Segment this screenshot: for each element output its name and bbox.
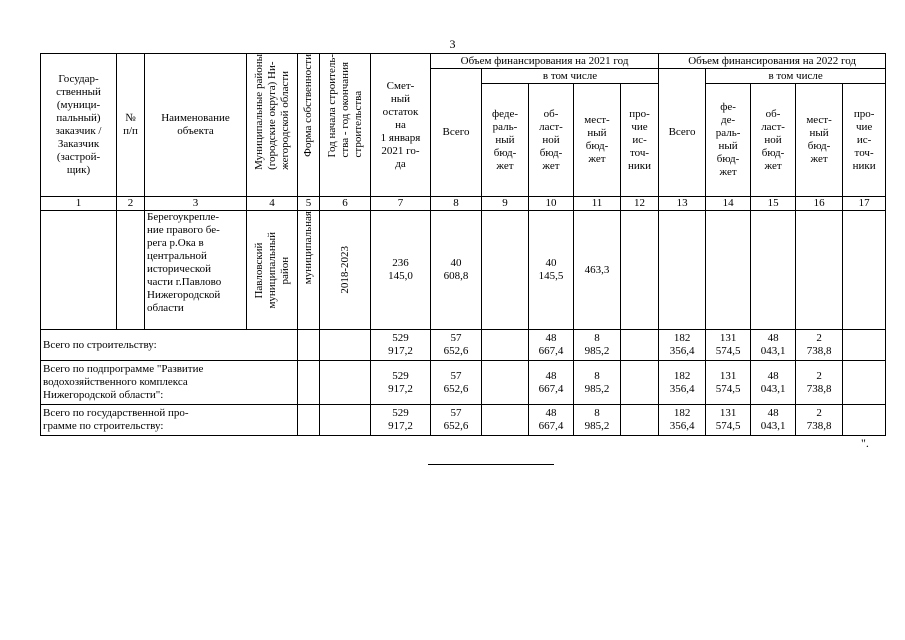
summary-row [41,405,886,436]
summary-local-2022: 2 738,8 [796,330,843,361]
summary-total-2021: 57 652,6 [431,330,482,361]
summary-label: Всего по подпрограмме "Развитие водохозяйственного комплекса Нижегородской области": [41,361,298,405]
summary-local-2021: 8 985,2 [574,361,621,405]
header-funding-2021: Объем финансирования на 2021 год [431,54,659,69]
summary-local-2022: 2 738,8 [796,361,843,405]
object-years: 2018-2023 [338,246,351,294]
summary-total-2021: 57 652,6 [431,361,482,405]
summary-empty [298,361,320,405]
header-local-2021: мест- ный бюд- жет [574,84,621,197]
summary-federal-2021 [482,405,529,436]
summary-label: Всего по строительству: [41,330,298,361]
summary-total-2021: 57 652,6 [431,405,482,436]
summary-row [41,361,886,405]
summary-empty [320,330,371,361]
summary-other-2022 [843,361,886,405]
column-number: 1 [41,197,117,211]
header-other-2021: про- чие ис- точ- ники [621,84,659,197]
header-total-2022: Всего [659,69,706,197]
summary-regional-2022: 48 043,1 [751,361,796,405]
summary-empty [298,405,320,436]
summary-local-2021: 8 985,2 [574,405,621,436]
summary-estimate: 529 917,2 [371,330,431,361]
summary-regional-2021: 48 667,4 [529,361,574,405]
summary-estimate: 529 917,2 [371,405,431,436]
header-regional-2022: об- ласт- ной бюд- жет [751,84,796,197]
summary-total-2022: 182 356,4 [659,330,706,361]
header-num: № п/п [117,54,145,197]
object-customer-cell [41,211,117,330]
header-districts [247,54,298,197]
summary-other-2022 [843,405,886,436]
column-number: 7 [371,197,431,211]
header-federal-2022: фе- де- раль- ный бюд- жет [706,84,751,197]
object-other-2021 [621,211,659,330]
summary-row [41,330,886,361]
column-number-row [41,197,886,211]
summary-empty [320,361,371,405]
object-name: Берегоукрепле- ние правого бе- рега р.Ока в центральной исторической части г.Павлово Нижегородской области [145,211,247,330]
summary-empty [320,405,371,436]
financing-table [40,53,886,436]
object-federal-2022 [706,211,751,330]
summary-regional-2022: 48 043,1 [751,405,796,436]
object-row [41,211,886,330]
column-number: 14 [706,197,751,211]
object-local-2022 [796,211,843,330]
column-number: 5 [298,197,320,211]
header-districts-text: Муниципальные районы (городские округа) Ни- жегородской области [252,54,291,170]
object-years-cell [320,211,371,330]
header-including-2022: в том числе [706,69,886,84]
closing-quote: ". [861,436,869,450]
object-local-2021: 463,3 [574,211,621,330]
summary-federal-2022: 131 574,5 [706,330,751,361]
column-number: 10 [529,197,574,211]
object-district-cell [247,211,298,330]
object-regional-2022 [751,211,796,330]
summary-local-2022: 2 738,8 [796,405,843,436]
column-number: 13 [659,197,706,211]
column-number: 12 [621,197,659,211]
column-number: 3 [145,197,247,211]
column-number: 15 [751,197,796,211]
summary-regional-2022: 48 043,1 [751,330,796,361]
header-including-2021: в том числе [482,69,659,84]
header-estimate: Смет- ный остаток на 1 января 2021 го- да [371,54,431,197]
object-other-2022 [843,211,886,330]
summary-federal-2021 [482,330,529,361]
summary-other-2021 [621,405,659,436]
summary-federal-2022: 131 574,5 [706,361,751,405]
header-ownership [298,54,320,197]
object-ownership-cell [298,211,320,330]
header-customer: Государ- ственный (муници- пальный) заказчик / Заказчик (застрой- щик) [41,54,117,197]
column-number: 11 [574,197,621,211]
summary-federal-2022: 131 574,5 [706,405,751,436]
header-regional-2021: об- ласт- ной бюд- жет [529,84,574,197]
summary-federal-2021 [482,361,529,405]
page-number: 3 [449,37,456,51]
end-rule [428,464,554,465]
summary-total-2022: 182 356,4 [659,405,706,436]
header-years-text: Год начала строитель- ства - год окончания строительства [325,54,364,158]
object-num-cell [117,211,145,330]
summary-label: Всего по государственной про- грамме по строительству: [41,405,298,436]
header-total-2021: Всего [431,69,482,197]
object-federal-2021 [482,211,529,330]
summary-regional-2021: 48 667,4 [529,330,574,361]
header-federal-2021: феде- раль- ный бюд- жет [482,84,529,197]
header-other-2022: про- чие ис- точ- ники [843,84,886,197]
object-ownership: муниципальная [302,211,314,285]
object-regional-2021: 40 145,5 [529,211,574,330]
summary-regional-2021: 48 667,4 [529,405,574,436]
header-years [320,54,371,197]
summary-other-2021 [621,361,659,405]
header-row-1 [41,54,886,69]
column-number: 4 [247,197,298,211]
summary-total-2022: 182 356,4 [659,361,706,405]
header-object-name: Наименование объекта [145,54,247,197]
object-total-2022 [659,211,706,330]
summary-estimate: 529 917,2 [371,361,431,405]
header-local-2022: мест- ный бюд- жет [796,84,843,197]
column-number: 8 [431,197,482,211]
object-district: Павловский муниципальный район [252,231,291,309]
column-number: 9 [482,197,529,211]
object-total-2021: 40 608,8 [431,211,482,330]
summary-local-2021: 8 985,2 [574,330,621,361]
header-funding-2022: Объем финансирования на 2022 год [659,54,886,69]
summary-other-2022 [843,330,886,361]
column-number: 17 [843,197,886,211]
object-estimate: 236 145,0 [371,211,431,330]
column-number: 2 [117,197,145,211]
summary-other-2021 [621,330,659,361]
summary-empty [298,330,320,361]
column-number: 6 [320,197,371,211]
header-ownership-text: Форма собственности [302,54,314,157]
column-number: 16 [796,197,843,211]
